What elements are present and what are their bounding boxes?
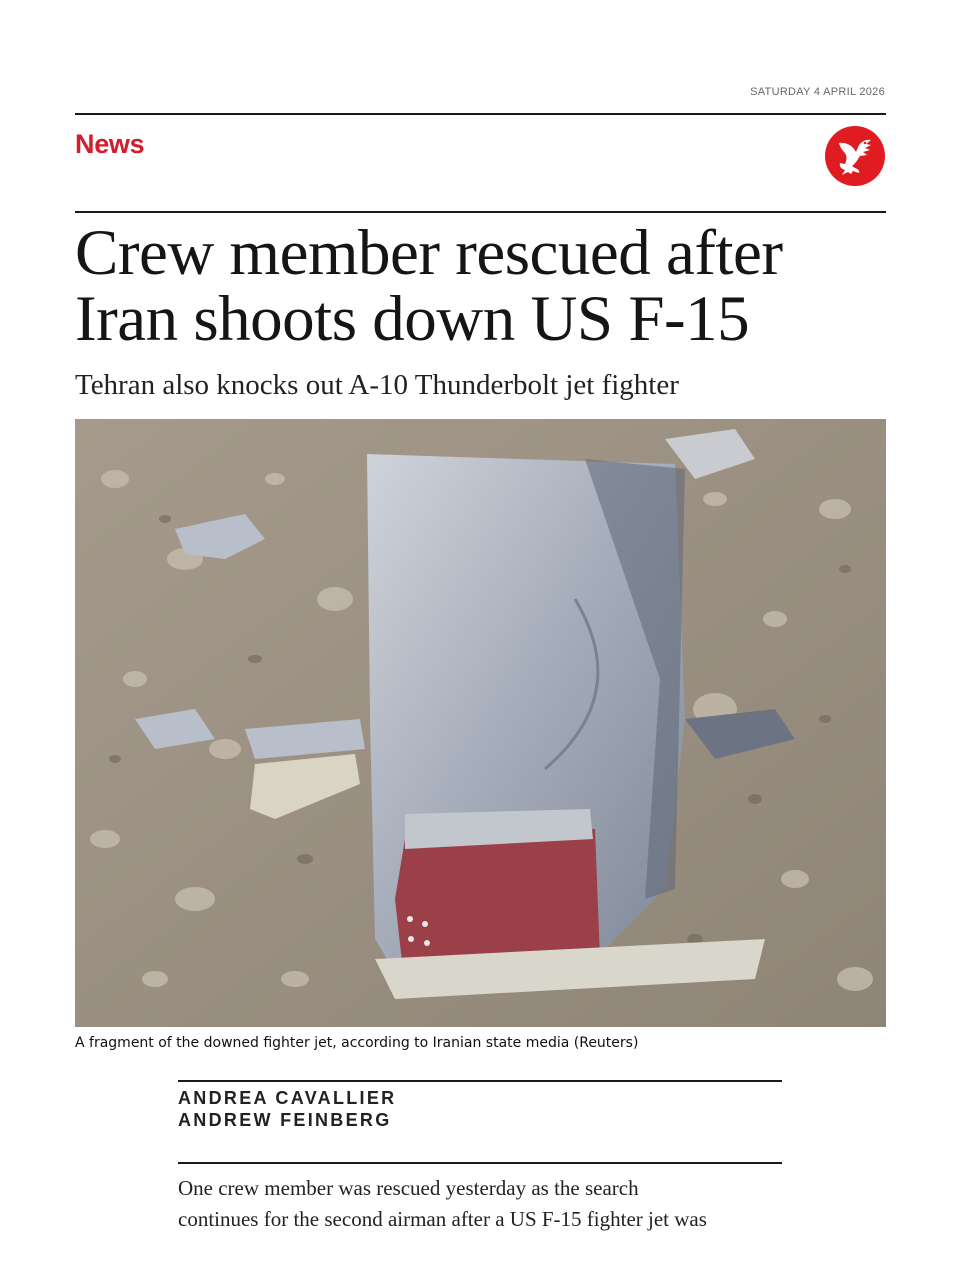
top-rule xyxy=(75,113,886,115)
headline-rule xyxy=(75,211,886,213)
headline xyxy=(75,217,905,355)
headline-line-2: Iran shoots down US F-15 xyxy=(75,283,750,355)
byline-top-rule xyxy=(178,1080,782,1082)
article-photo xyxy=(75,419,886,1027)
byline-bottom-rule xyxy=(178,1162,782,1164)
standfirst: Tehran also knocks out A-10 Thunderbolt jet fighter xyxy=(75,369,679,401)
author-name[interactable]: ANDREA CAVALLIER xyxy=(178,1088,397,1108)
body-line: continues for the second airman after a US F-15 fighter jet was xyxy=(178,1207,707,1231)
article-body xyxy=(178,1173,788,1235)
publication-date: SATURDAY 4 APRIL 2026 xyxy=(750,86,885,98)
eagle-icon[interactable] xyxy=(825,126,885,186)
body-line: One crew member was rescued yesterday as the search xyxy=(178,1176,639,1200)
image-caption: A fragment of the downed fighter jet, according to Iranian state media (Reuters) xyxy=(75,1035,639,1051)
headline-line-1: Crew member rescued after xyxy=(75,217,783,289)
section-label[interactable]: News xyxy=(75,129,145,159)
author-name[interactable]: ANDREW FEINBERG xyxy=(178,1110,392,1130)
byline xyxy=(178,1087,396,1131)
